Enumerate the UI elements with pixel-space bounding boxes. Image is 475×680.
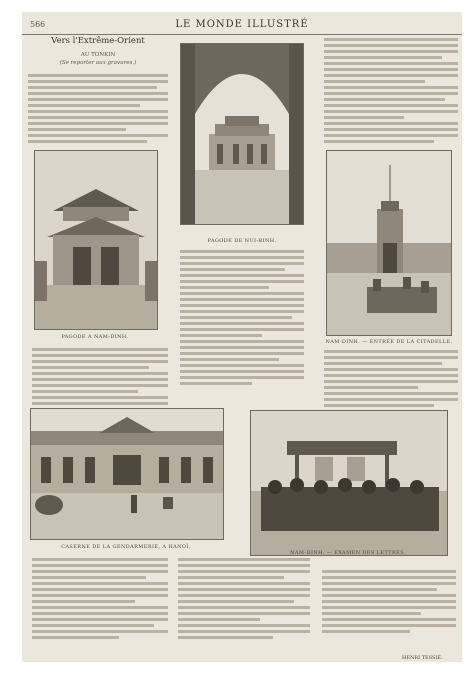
- photo-pagoda-nui-binh: [180, 43, 304, 225]
- article-note: (Se reporter aux gravures.): [59, 60, 137, 66]
- text-block-right-top: [324, 38, 458, 146]
- caption-pagoda-nam-dinh: PAGODE A NAM-DINH.: [61, 334, 129, 340]
- text-block-center: [180, 250, 304, 388]
- caption-pagoda-nui-binh: PAGODE DE NUI-BINH.: [207, 238, 277, 244]
- text-block-left-middle: [32, 348, 168, 414]
- text-block-right-middle: [324, 350, 458, 410]
- caption-literati-exam: NAM-DINH. — EXAMEN DES LETTRÉS.: [290, 550, 406, 556]
- caption-gendarmerie: CASERNE DE LA GENDARMERIE, A HANOÏ.: [61, 544, 191, 550]
- caption-citadel-entrance: NAM-DINH. — ENTRÉE DE LA CITADELLE.: [325, 339, 453, 345]
- photo-literati-exam: [250, 410, 448, 556]
- text-block-left-top: [28, 74, 168, 146]
- text-block-bottom-right: [322, 570, 456, 636]
- author-signature: HENRI TESSIÉ.: [402, 655, 443, 661]
- photo-citadel-entrance: [326, 150, 452, 336]
- text-block-bottom-center: [178, 558, 310, 642]
- article-title: Vers l'Extrême-Orient: [51, 36, 145, 46]
- page-header: [22, 18, 462, 35]
- page-number: 566: [30, 20, 46, 29]
- newspaper-page: [22, 12, 462, 662]
- masthead: LE MONDE ILLUSTRÉ: [175, 19, 309, 30]
- article-subtitle: AU TONKIN: [80, 52, 116, 58]
- photo-gendarmerie-hanoi: [30, 408, 224, 540]
- photo-pagoda-nam-dinh: [34, 150, 158, 330]
- text-block-bottom-left: [32, 558, 168, 642]
